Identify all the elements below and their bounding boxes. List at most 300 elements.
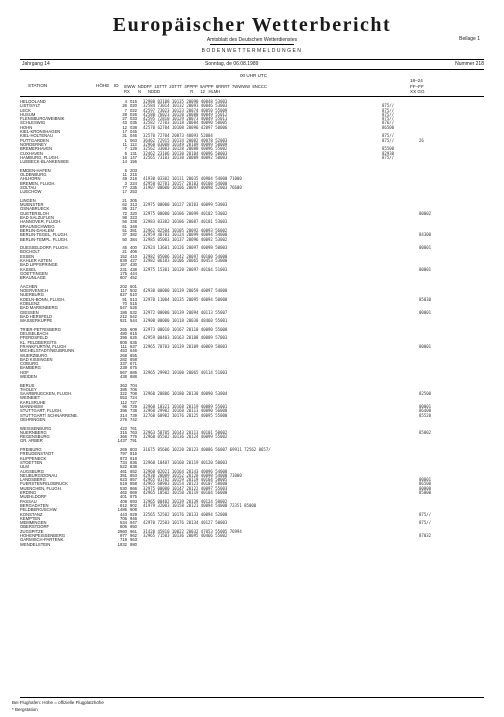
station-name: BRAUNLAGE [20, 275, 46, 281]
station-name: BREMEN, FLUGH. [20, 180, 56, 186]
observation-codes: 41930 03302 10111 20035 40904 54000 71000 [143, 176, 242, 182]
station-height: 7 [124, 146, 127, 152]
station-name: BERLIN-TEGEL, FLUGH. [20, 232, 68, 238]
station-name: HOHN [20, 124, 33, 130]
extra-group-2: 875// [419, 511, 432, 517]
station-height: 11 [122, 141, 127, 147]
station-height: 797 [120, 451, 127, 457]
station-name: GUETERSLOH [20, 210, 49, 216]
report-number: Nummer 218 [455, 61, 484, 67]
station-name: SAARBRUECKEN, FLUGH. [20, 391, 73, 397]
station-height: 607 [120, 275, 127, 281]
observation-codes: 31675 85606 10220 20123 40086 56007 69911 72562 8657/ [143, 447, 271, 453]
station-height: 1486 [117, 507, 127, 513]
station-height: 152 [120, 253, 127, 259]
station-id: 224 [130, 180, 137, 186]
station-height: 51 [122, 227, 127, 233]
observation-codes: 36462 72915 10134 20082 40078 52003 [143, 137, 228, 143]
station-id: 869 [130, 490, 137, 496]
extra-group-2: 00000 [419, 485, 432, 491]
station-id: 542 [130, 313, 137, 319]
station-id: 147 [130, 154, 137, 160]
station-height: 112 [120, 399, 127, 405]
station-name: BAMBERG [20, 365, 41, 371]
column-hoehe: HÖHE [96, 83, 110, 88]
station-name: WUERZBURG [20, 352, 48, 358]
station-name: OBERSTDORF [20, 524, 50, 530]
station-name: ULM [20, 464, 29, 470]
station-height: 117 [120, 288, 127, 294]
station-height: 401 [120, 494, 127, 500]
extra-group-2: 00002 [419, 210, 432, 216]
station-id: 685 [130, 369, 137, 375]
station-height: 1832 [117, 541, 127, 547]
station-height: 50 [122, 236, 127, 242]
station-height: 530 [120, 485, 127, 491]
station-height: 443 [120, 511, 127, 517]
station-height: 186 [120, 309, 127, 315]
observation-codes: 42965 01702 10159 20119 40104 58005 [143, 477, 228, 483]
station-name: FUERSTENFELDBRUCK [20, 481, 68, 487]
station-id: 671 [130, 361, 137, 367]
station-height: 396 [120, 335, 127, 341]
observation-codes: 32983 03302 10106 20087 40101 53003 [143, 219, 228, 225]
station-list [20, 100, 490, 547]
station-name: NORDERNEY [20, 141, 47, 147]
station-id: 444 [130, 270, 137, 276]
station-name: KL. FELDBERG/TS [20, 339, 57, 345]
extra-group-2: 85002 [419, 429, 432, 435]
station-name: NUERNBERG [20, 429, 47, 435]
observation-codes: 32959 40703 10124 20099 40094 54000 [143, 232, 228, 238]
station-height: 719 [120, 537, 127, 543]
footer-note-2: * Bergstation [12, 707, 38, 712]
report-subtitle: Amtsblatt des Deutschen Wetterdienstes [206, 37, 298, 43]
station-height: 366 [120, 434, 127, 440]
station-id: 708 [130, 391, 137, 397]
station-id: 020 [130, 103, 137, 109]
station-height: 7 [124, 107, 127, 113]
station-name: FELDBERG/SCHW. [20, 507, 58, 513]
observation-codes: 42958 02701 10157 20103 40108 54000 [143, 180, 228, 186]
extra-group-2: 85030 [419, 296, 432, 302]
station-id: 501 [130, 283, 137, 289]
station-id: 791 [130, 438, 137, 444]
station-name: GR. ARBER [20, 438, 43, 444]
station-name: BERGADATEN [20, 502, 49, 508]
observation-codes: 42595 72810 10129 20073 40049 55011 [143, 116, 228, 122]
station-height: 37 [122, 232, 127, 238]
station-id: 857 [130, 477, 137, 483]
extra-group-2: 86400 [419, 408, 432, 414]
station-height: 202 [120, 283, 127, 289]
header-rule-mid [20, 69, 484, 70]
station-name: BAD HERSFELD [20, 313, 53, 319]
station-height: 5 [124, 150, 127, 156]
station-id: 348 [130, 223, 137, 229]
station-id: 235 [130, 184, 137, 190]
station-name: TRIER-PETRISBERG [20, 326, 61, 332]
station-id: 803 [130, 447, 137, 453]
station-name: WASSERKUPPE [20, 318, 53, 324]
station-name: FREIBURG [20, 447, 42, 453]
station-name: KAHLER ASTEN [20, 257, 52, 263]
observation-codes: 32565 73103 10130 20089 40092 50003 [143, 154, 228, 160]
extra-group-2: 87032 [419, 532, 432, 538]
observation-codes: 42930 00000 10139 20059 40097 54000 [143, 288, 228, 294]
station-name: BERLIN-DAHLEM [20, 227, 54, 233]
station-name: KIEL-KRONSHAGEN [20, 129, 61, 135]
station-height: 553 [120, 395, 127, 401]
station-id: 815 [130, 451, 137, 457]
station-id: 203 [130, 167, 137, 173]
station-id: 675 [130, 365, 137, 371]
station-id: 658 [130, 356, 137, 362]
station-id: 338 [130, 219, 137, 225]
station-id: 706 [130, 386, 137, 392]
extra-group-2: 82500 [419, 391, 432, 397]
station-height: 322 [120, 391, 127, 397]
station-id: 113 [130, 141, 137, 147]
station-name: BAD KISSINGEN [20, 356, 53, 362]
station-id: 022 [130, 107, 137, 113]
station-name: KOBLENZ [20, 300, 40, 306]
observation-codes: 32960 02021 10164 20143 40096 54000 [143, 468, 228, 474]
station-name: SOLTAU [20, 184, 37, 190]
observation-codes: 32975 00000 10106 20099 40102 53002 [143, 210, 228, 216]
station-id: 961 [130, 528, 137, 534]
station-height: 522 [120, 464, 127, 470]
observation-codes: 42930 20009 10152 20128 40098 54000 71000 [143, 472, 242, 478]
station-height: 567 [120, 369, 127, 375]
station-height: 921 [120, 318, 127, 324]
station-height: 111 [120, 343, 127, 349]
station-height: 27 [122, 116, 127, 122]
station-height: 973 [120, 455, 127, 461]
report-title: Europäischer Wetterbericht [112, 14, 392, 36]
observation-codes: 32970 11004 10135 20095 40094 50000 [143, 296, 228, 302]
extra-group-2: 00001 [419, 404, 432, 410]
station-name: MICHELSTADT/NEUBRUNN [20, 348, 75, 354]
header-rule-bottom [20, 96, 484, 97]
station-id: 317 [130, 206, 137, 212]
station-id: 729 [130, 404, 137, 410]
station-name: DUESSELDORF, FLUGH. [20, 245, 69, 251]
station-id: 609 [130, 326, 137, 332]
station-name: HANNOVER, FLUGH. [20, 219, 62, 225]
station-id: 946 [130, 515, 137, 521]
station-name: MUENCHEN, FLUGH. [20, 485, 62, 491]
observation-codes: 32982 05006 10142 20097 40100 54000 [143, 253, 228, 259]
station-name: BAD MARIENBERG [20, 305, 58, 311]
station-id: 763 [130, 429, 137, 435]
station-name: SCHLESWIG [20, 120, 46, 126]
station-height: 623 [120, 477, 127, 483]
station-height: 3 [124, 180, 127, 186]
station-id: 739 [130, 412, 137, 418]
station-name: AHLHORN [20, 176, 41, 182]
station-id: 131 [130, 150, 137, 156]
station-height: 5 [124, 167, 127, 173]
time-label: 00 UHR UTC [240, 73, 268, 78]
station-id: 430 [130, 262, 137, 268]
column-ff: FF–FF [410, 84, 424, 89]
station-height: 212 [120, 313, 127, 319]
extra-group-1: 875// [382, 111, 395, 117]
extra-group-1: 875// [382, 107, 395, 113]
station-height: 839 [120, 257, 127, 263]
station-height: 239 [120, 365, 127, 371]
station-height: 11 [122, 172, 127, 178]
station-height: 12 [122, 124, 127, 130]
station-id: 646 [130, 348, 137, 354]
station-name: NOERVENICH [20, 288, 48, 294]
station-name: WENDELSTEIN [20, 541, 51, 547]
station-id: 727 [130, 399, 137, 405]
station-height: 627 [120, 292, 127, 298]
observation-codes: 32960 03008 10149 20109 40099 50009 [143, 141, 228, 147]
station-name: KEMPTEN [20, 515, 41, 521]
station-id: 875 [130, 494, 137, 500]
station-name: CUXHAVEN [20, 150, 43, 156]
station-name: HUSUM [20, 111, 36, 117]
station-name: FRANKFURT/M, FLUGH [20, 343, 67, 349]
station-height: 28 [122, 111, 127, 117]
station-height: 806 [120, 339, 127, 345]
extra-group-1: 85500 [382, 146, 395, 152]
station-height: 386 [120, 386, 127, 392]
station-name: GIESSEN [20, 309, 39, 315]
extra-group-2: 85520 [419, 412, 432, 418]
station-id: 382 [130, 232, 137, 238]
extra-group-2: 00001 [419, 266, 432, 272]
station-height: 21 [122, 197, 127, 203]
station-name: KARLSRUHE [20, 399, 46, 405]
extra-group-1: 875// [382, 103, 395, 109]
station-id: 635 [130, 339, 137, 345]
station-id: 026 [130, 111, 137, 117]
station-id: 038 [130, 124, 137, 130]
station-height: 62 [122, 202, 127, 208]
station-id: 704 [130, 382, 137, 388]
observation-codes: 32972 00000 10139 20094 40113 55007 [143, 309, 228, 315]
extra-group-1: 875// [382, 137, 395, 143]
header-rule-top [20, 59, 484, 60]
station-name: MUEHLDORF [20, 494, 47, 500]
station-height: 17 [122, 189, 127, 195]
station-id: 253 [130, 189, 137, 195]
observation-codes: 31420 45810 10022 20032 47053 55005 76994 [143, 528, 242, 534]
station-id: 836 [130, 459, 137, 465]
station-id: 776 [130, 434, 137, 440]
observation-codes: 32965 71503 10136 20095 40466 55002 [143, 532, 228, 538]
station-id: 858 [130, 481, 137, 487]
station-id: 427 [130, 257, 137, 263]
station-id: 526 [130, 305, 137, 311]
station-height: 14 [122, 159, 127, 165]
station-height: 31 [122, 133, 127, 139]
station-name: KOELN-BONN, FLUGH. [20, 296, 66, 302]
station-id: 215 [130, 172, 137, 178]
extra-group-2: 875// [419, 520, 432, 526]
observation-codes: 42965 60903 10154 20123 40107 58000 [143, 481, 228, 487]
station-height: 547 [120, 305, 127, 311]
station-height: 26 [122, 103, 127, 109]
observation-codes: 41979 32003 10158 20121 40094 54000 72351 85000 [143, 502, 257, 508]
station-height: 2960 [117, 528, 127, 534]
station-height: 45 [122, 245, 127, 251]
station-id: 381 [130, 227, 137, 233]
station-name: PASSAU [20, 498, 37, 504]
column-xx: XX GG [410, 89, 425, 94]
station-name: GOETTINGEN [20, 270, 48, 276]
station-name: BERUS [20, 382, 35, 388]
station-height: 21 [122, 249, 127, 255]
station-name: KIEL-HOLTENAU [20, 133, 53, 139]
station-name: BAD SALZUFLEN [20, 215, 54, 221]
station-id: 510 [130, 292, 137, 298]
station-id: 035 [130, 120, 137, 126]
column-codes-2: RX N NDDD R 12 HLMH [124, 89, 221, 94]
header-rule-footer [20, 697, 484, 698]
extra-group-1: 875// [382, 133, 395, 139]
station-height: 282 [120, 356, 127, 362]
column-codes-1: IIIWW NDDFF 1STTT 2STTT 4PPPP 5APPP 6RRRT 7WWWW 8NCCC [124, 84, 267, 89]
station-name: LIST/SYLT [20, 103, 41, 109]
observation-codes: 32562 33003 10128 20088 40096 55002 [143, 146, 228, 152]
station-name: HELGOLAND [20, 99, 46, 104]
station-name: MEMMINGEN [20, 520, 47, 526]
extra-group-2: 00001 [419, 343, 432, 349]
station-id: 129 [130, 146, 137, 152]
station-id: 015 [130, 99, 137, 104]
station-height: 381 [120, 472, 127, 478]
extra-group-2: 86500 [419, 481, 432, 487]
station-name: GARMISCH-PARTENK. [20, 537, 65, 543]
observation-codes: 42965 10502 10150 20119 40104 56000 [143, 490, 228, 496]
station-name: HOHENPEISSENBERG [20, 532, 66, 538]
station-id: 502 [130, 288, 137, 294]
observation-codes: 32462 23106 10130 20104 40096 50003 [143, 150, 228, 156]
station-height: 315 [120, 429, 127, 435]
station-id: 045 [130, 129, 137, 135]
station-id: 323 [130, 215, 137, 221]
station-height: 96 [122, 404, 127, 410]
station-name: MANNHEIM [20, 404, 43, 410]
station-height: 157 [120, 262, 127, 268]
station-name: WEINBIET [20, 395, 41, 401]
observation-codes: 32760 60902 10176 20125 40095 55000 [143, 412, 228, 418]
station-name: LINGEN [20, 197, 36, 203]
observation-codes: 42959 00403 10163 20108 40089 57003 [143, 335, 228, 341]
observation-codes: 32960 20806 10180 20130 40090 53004 [143, 391, 228, 397]
station-id: 452 [130, 275, 137, 281]
station-name: AUGSBURG [20, 468, 44, 474]
station-name: ZUGSPITZE [20, 528, 44, 534]
observation-codes: 32965 70703 10139 20109 40069 58003 [143, 343, 228, 349]
station-name: OLDENBURG [20, 172, 47, 178]
station-id: 400 [130, 245, 137, 251]
station-id: 962 [130, 532, 137, 538]
station-height: 409 [120, 498, 127, 504]
station-height: 16 [122, 154, 127, 160]
observation-codes: 32965 00402 10139 20139 40124 50002 [143, 498, 228, 504]
station-height: 17 [122, 129, 127, 135]
station-height: 1437 [117, 438, 127, 444]
station-height: 231 [120, 266, 127, 272]
station-id: 438 [130, 266, 137, 272]
station-id: 852 [130, 468, 137, 474]
extra-group-1: 82930 [382, 150, 395, 156]
station-id: 063 [130, 137, 137, 143]
range-label: 18–24 [410, 78, 423, 83]
station-name: NUERBURG [20, 292, 44, 298]
station-id: 655 [130, 352, 137, 358]
station-height: 337 [120, 361, 127, 367]
station-name: KLIPPENECK [20, 455, 47, 461]
station-height: 4 [124, 99, 127, 104]
observation-codes: 32565 52502 10176 20133 40094 52000 [143, 511, 228, 517]
station-id: 033 [130, 116, 137, 122]
station-id: 305 [130, 197, 137, 203]
station-name: OEHRINGEN [20, 416, 46, 422]
station-id: 980 [130, 541, 137, 547]
station-height: 91 [122, 296, 127, 302]
station-id: 908 [130, 507, 137, 513]
station-id: 929 [130, 511, 137, 517]
station-id: 866 [130, 485, 137, 491]
station-id: 046 [130, 133, 137, 139]
station-height: 422 [120, 425, 127, 431]
station-name: AACHEN [20, 283, 38, 289]
station-name: HOF [20, 369, 29, 375]
station-height: 175 [120, 270, 127, 276]
station-height: 977 [120, 532, 127, 538]
extra-group-2: 00001 [419, 477, 432, 483]
station-name: FLENSBURG/WEIBNIK [20, 116, 65, 122]
station-id: 626 [130, 335, 137, 341]
station-height: 806 [120, 524, 127, 530]
observation-codes: 42570 62704 10108 20096 42097 50006 [143, 124, 228, 130]
extra-group-2: 00001 [419, 309, 432, 315]
station-height: 56 [122, 219, 127, 225]
title-rule [210, 44, 294, 45]
station-id: 384 [130, 236, 137, 242]
observation-codes: 32980 03108 10135 20090 40048 53003 [143, 99, 228, 104]
station-id: 853 [130, 472, 137, 478]
station-name: LECK [20, 107, 31, 113]
station-height: 396 [120, 408, 127, 414]
station-height: 480 [120, 331, 127, 337]
station-height: 43 [122, 120, 127, 126]
table-row [20, 543, 490, 547]
station-id: 738 [130, 408, 137, 414]
station-id: 532 [130, 309, 137, 315]
station-name: STUTTGART, FLUGH. [20, 408, 63, 414]
station-id: 313 [130, 202, 137, 208]
station-height: 519 [120, 481, 127, 487]
station-id: 513 [130, 296, 137, 302]
observation-codes: 32982 06103 10106 20065 40453 53000 [143, 257, 228, 263]
station-id: 615 [130, 331, 137, 337]
observation-codes: 32960 29902 10160 20113 40090 56000 [143, 408, 228, 414]
station-id: 818 [130, 455, 137, 461]
station-name: FREUDENSTADT [20, 451, 54, 457]
extra-group-2: 84300 [419, 232, 432, 238]
station-id: 893 [130, 498, 137, 504]
station-id: 320 [130, 210, 137, 216]
station-id: 724 [130, 395, 137, 401]
